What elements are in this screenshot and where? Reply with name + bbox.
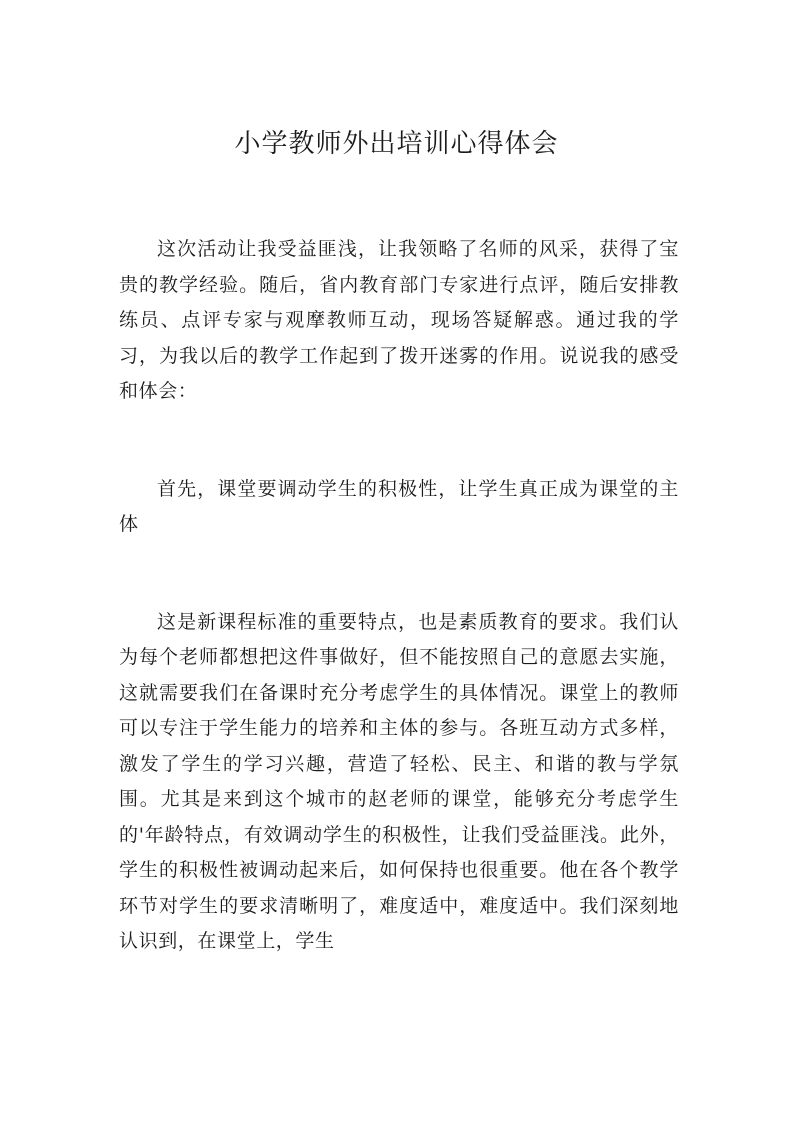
paragraph-intro: 这次活动让我受益匪浅，让我领略了名师的风采，获得了宝贵的教学经验。随后，省内教育部门专家进行点评，随后安排教练员、点评专家与观摩教师互动，现场答疑解惑。通过我的学习，为我以后的教学工作起到了拨开迷雾的作用。说说我的感受和体会： [119,238,679,402]
paragraph-first-point: 首先，课堂要调动学生的积极性，让学生真正成为课堂的主体 [119,477,679,535]
paragraph-explanation: 这是新课程标准的重要特点，也是素质教育的要求。我们认为每个老师都想把这件事做好，但不能按照自己的意愿去实施，这就需要我们在备课时充分考虑学生的具体情况。课堂上的教师可以专注于学生能力的培养和主体的参与。各班互动方式多样，激发了学生的学习兴趣，营造了轻松、民主、和谐的教与学氛围。尤其是来到这个城市的赵老师的课堂，能够充分考虑学生的'年龄特点，有效调动学生的积极性，让我们受益匪浅。此外，学生的积极性被调动起来后，如何保持也很重要。他在各个教学环节对学生的要求清晰明了，难度适中，难度适中。我们深刻地认识到，在课堂上，学生 [119,610,679,952]
document-title: 小学教师外出培训心得体会 [234,129,559,159]
document-body [119,232,679,960]
